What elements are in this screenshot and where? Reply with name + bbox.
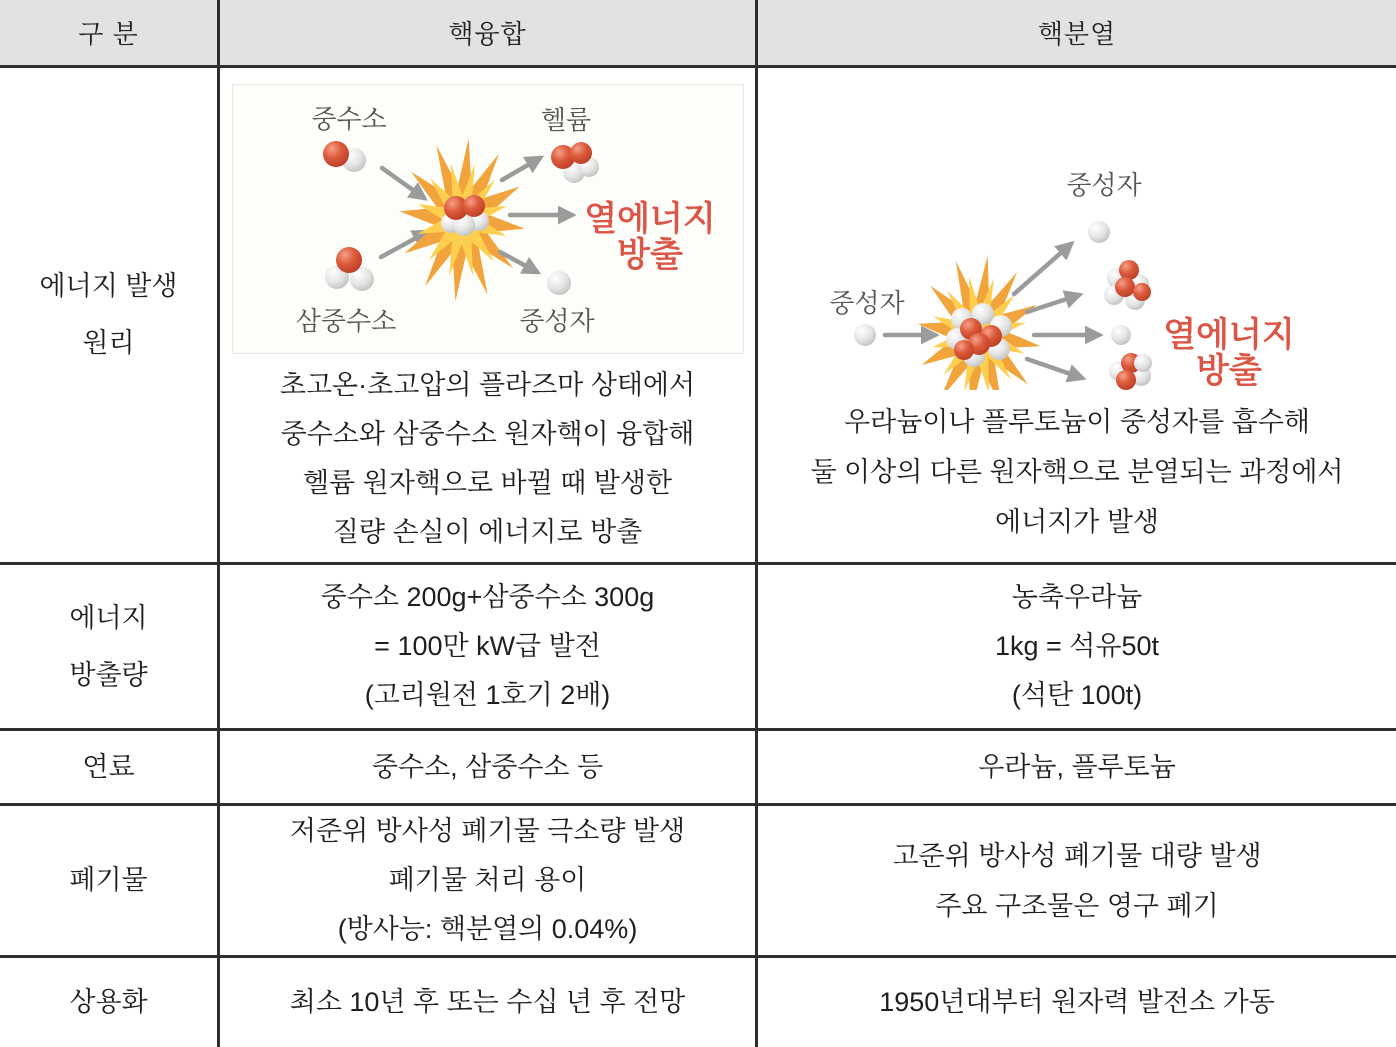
fission-neutron-out-particle-icon — [1088, 221, 1110, 243]
commercial-fission-cell: 1950년대부터 원자력 발전소 가동 — [758, 958, 1396, 1047]
fission-arrow-out-1 — [1014, 244, 1071, 294]
principle-fission-line1: 우라늄이나 플루토늄이 중성자를 흡수해 — [844, 407, 1310, 437]
principle-fission-cell — [758, 68, 1396, 565]
principle-fusion-text — [280, 361, 695, 557]
output-fusion-text — [321, 573, 654, 720]
fusion-tritium-label: 삼중수소 — [295, 306, 396, 336]
fission-neutron-in-label: 중성자 — [829, 288, 905, 318]
output-fusion-line2: = 100만 kW급 발전 — [374, 631, 601, 661]
row-output-label — [0, 565, 220, 731]
row-fuel-label: 연료 — [0, 731, 220, 806]
waste-fission-text — [892, 831, 1261, 931]
header-fission: 핵분열 — [758, 0, 1396, 68]
row-principle-label-line1: 에너지 발생 — [39, 271, 178, 301]
output-fission-line3: (석탄 100t) — [1011, 680, 1143, 710]
waste-fusion-text — [290, 807, 685, 954]
fission-arrow-out-4 — [1027, 359, 1082, 378]
waste-fusion-cell — [220, 806, 758, 958]
waste-fission-line2: 주요 구조물은 영구 폐기 — [935, 890, 1219, 921]
principle-fusion-line4: 질량 손실이 에너지로 방출 — [332, 517, 643, 547]
fission-fragment-ball-middle-icon — [1111, 325, 1131, 345]
fuel-fusion-cell: 중수소, 삼중수소 등 — [220, 731, 758, 806]
output-fission-line2: 1kg = 석유50t — [994, 631, 1159, 661]
principle-fusion-cell — [220, 68, 758, 565]
row-output-label-line1: 에너지 — [69, 602, 148, 633]
fusion-helium-label: 헬륨 — [540, 105, 591, 135]
row-commercial-label: 상용화 — [0, 958, 220, 1047]
fusion-energy-label-line1: 열에너지 — [583, 200, 716, 238]
waste-fusion-line2: 폐기물 처리 용이 — [388, 865, 587, 895]
principle-fission-text — [810, 397, 1343, 547]
row-principle-label-line2: 원리 — [82, 328, 135, 358]
output-fission-cell — [758, 565, 1396, 731]
fission-energy-label-line2: 방출 — [1196, 352, 1262, 390]
commercial-fusion-cell: 최소 10년 후 또는 수십 년 후 전망 — [220, 958, 758, 1047]
fission-neutron-out-label: 중성자 — [1066, 170, 1142, 200]
waste-fusion-line3: (방사능: 핵분열의 0.04%) — [337, 914, 638, 944]
output-fusion-line1: 중수소 200g+삼중수소 300g — [320, 582, 655, 612]
principle-fusion-line1: 초고온·초고압의 플라즈마 상태에서 — [279, 370, 696, 400]
output-fission-text — [995, 573, 1159, 720]
header-fusion: 핵융합 — [220, 0, 758, 68]
row-output-label-line2: 방출량 — [69, 659, 148, 690]
principle-fusion-line2: 중수소와 삼중수소 원자핵이 융합해 — [280, 419, 695, 449]
fusion-neutron-particle-icon — [547, 271, 571, 295]
output-fusion-cell — [220, 565, 758, 731]
header-category: 구 분 — [0, 0, 220, 68]
waste-fission-line1: 고준위 방사성 폐기물 대량 발생 — [892, 840, 1262, 871]
fission-fragment-cluster-upper-icon — [1104, 260, 1151, 310]
fusion-deuterium-label: 중수소 — [310, 104, 387, 134]
fusion-energy-label-line2: 방출 — [616, 236, 683, 274]
principle-fission-line3: 에너지가 발생 — [994, 507, 1159, 537]
principle-fission-line2: 둘 이상의 다른 원자핵으로 분열되는 과정에서 — [810, 457, 1344, 487]
output-fission-line1: 농축우라늄 — [1011, 582, 1143, 612]
waste-fission-cell — [758, 806, 1396, 958]
fusion-neutron-label: 중성자 — [518, 306, 595, 336]
fission-diagram — [799, 84, 1355, 390]
fission-fragment-cluster-lower-icon — [1109, 353, 1152, 390]
fuel-fission-cell: 우라늄, 플루토늄 — [758, 731, 1396, 806]
row-principle-label — [0, 68, 220, 565]
fission-energy-label-line1: 열에너지 — [1163, 316, 1295, 354]
principle-fusion-line3: 헬륨 원자핵으로 바뀔 때 발생한 — [302, 468, 673, 498]
fission-neutron-in-particle-icon — [854, 324, 876, 346]
row-waste-label: 폐기물 — [0, 806, 220, 958]
output-fusion-line3: (고리원전 1호기 2배) — [364, 680, 611, 710]
fission-arrow-out-2 — [1027, 295, 1079, 312]
fusion-diagram — [232, 84, 744, 354]
waste-fusion-line1: 저준위 방사성 폐기물 극소량 발생 — [289, 816, 686, 846]
fusion-nucleus-cluster-icon — [441, 195, 489, 236]
